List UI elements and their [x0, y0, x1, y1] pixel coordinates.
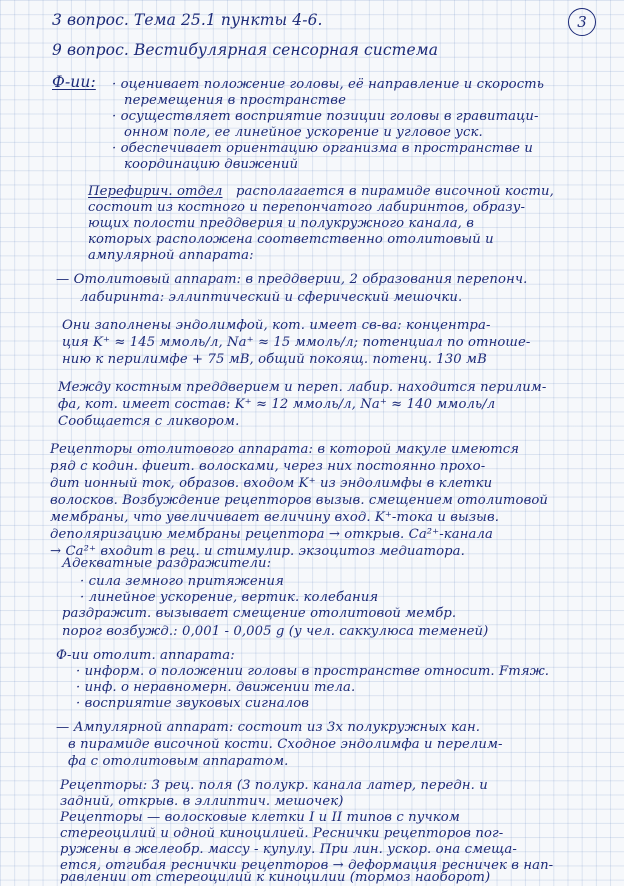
ampullar-receptors-line: стереоцилий и одной киноцилией. Реснички рецепторов пог-	[60, 826, 504, 841]
ampullar-receptors-line: Рецепторы: 3 рец. поля (3 полукр. канала латер, передн. и	[60, 778, 488, 793]
stimuli-title: Адекватные раздражители:	[62, 556, 272, 571]
page-number: 3	[568, 8, 596, 36]
otolith-line: — Отолитовый аппарат: в преддверии, 2 образования перепонч.	[56, 272, 528, 287]
ampullar-receptors-line: ружены в желеобр. массу - купулу. При лин. ускор. она смеща-	[60, 842, 517, 857]
peripheral-line: которых расположена соответственно отолитовый и	[88, 232, 494, 247]
receptors-line: деполяризацию мембраны рецептора → открыв. Ca²⁺-канала	[50, 527, 493, 542]
peripheral-label: Перефирич. отдел	[88, 184, 223, 199]
perilymph-line: фа, кот. имеет состав: K⁺ ≈ 12 ммоль/л, Na⁺ ≈ 140 ммоль/л	[58, 397, 496, 412]
functions-item: координацию движений	[124, 157, 299, 172]
functions-item: перемещения в пространстве	[124, 93, 346, 108]
endolymph-line: Они заполнены эндолимфой, кот. имеет св-ва: концентра-	[62, 318, 491, 333]
otolith-functions-item: · инф. о неравномерн. движении тела.	[76, 680, 356, 695]
receptors-line: мембраны, что увеличивает величину вход. K⁺-тока и вызыв.	[50, 510, 500, 525]
functions-item: · осуществляет восприятие позиции головы в гравитаци-	[112, 109, 539, 124]
stimuli-item: · линейное ускорение, вертик. колебания	[80, 590, 379, 605]
header-line-2: 9 вопрос. Вестибулярная сенсорная система	[52, 41, 439, 59]
functions-label: Ф-ии:	[52, 73, 96, 91]
ampullar-receptors-line: Рецепторы — волосковые клетки I и II типов с пучком	[60, 810, 460, 825]
receptors-line: дит ионный ток, образов. входом K⁺ из эндолимфы в клетки	[50, 476, 493, 491]
ampullar-receptors-line: ется, отгибая реснички рецепторов → деформация ресничек в нап-	[60, 858, 554, 873]
stimuli-line: порог возбужд.: 0,001 - 0,005 g (у чел. саккулюса теменей)	[62, 624, 489, 639]
otolith-functions-item: · информ. о положении головы в пространстве относит. Fтяж.	[76, 664, 550, 679]
endolymph-line: ция K⁺ ≈ 145 ммоль/л, Na⁺ ≈ 15 ммоль/л; потенциал по отноше-	[62, 335, 531, 350]
ampullar-line: — Ампулярной аппарат: состоит из 3х полукружных кан.	[56, 720, 481, 735]
functions-item: онном поле, ее линейное ускорение и угловое уск.	[124, 125, 483, 140]
receptors-line: Рецепторы отолитового аппарата: в которой макуле имеются	[50, 442, 520, 457]
peripheral-line: ющих полости преддверия и полукружного канала, в	[88, 216, 475, 231]
functions-item: · обеспечивает ориентацию организма в пространстве и	[112, 141, 533, 156]
perilymph-line: Между костным преддверием и переп. лабир. находится перилим-	[58, 380, 547, 395]
ampullar-receptors-line: задний, открыв. в эллиптич. мешочек)	[60, 794, 344, 809]
ampullar-line: фа с отолитовым аппаратом.	[68, 754, 289, 769]
functions-item: · оценивает положение головы, её направление и скорость	[112, 77, 545, 92]
receptors-line: ряд с кодин. фиеит. волосками, через них постоянно прохо-	[50, 459, 486, 474]
perilymph-line: Сообщается с ликвором.	[58, 414, 240, 429]
ampullar-receptors-line: равлении от стереоцилий к киноцилии (тормоз наоборот)	[60, 870, 491, 885]
peripheral-line: ампулярной аппарата:	[88, 248, 254, 263]
peripheral-line: состоит из костного и перепончатого лабиринтов, образу-	[88, 200, 526, 215]
header-line-1: 3 вопрос. Тема 25.1 пункты 4-6.	[52, 11, 323, 29]
otolith-line: лабиринта: эллиптический и сферический мешочки.	[80, 290, 463, 305]
stimuli-item: · сила земного притяжения	[80, 574, 284, 589]
otolith-functions-title: Ф-ии отолит. аппарата:	[56, 648, 235, 663]
receptors-line: → Ca²⁺ входит в рец. и стимулир. экзоцитоз медиатора.	[50, 544, 465, 559]
peripheral-line: располагается в пирамиде височной кости,	[236, 184, 554, 199]
receptors-line: волосков. Возбуждение рецепторов вызыв. смещением отолитовой	[50, 493, 548, 508]
stimuli-line: раздражит. вызывает смещение отолитовой мембр.	[62, 606, 457, 621]
ampullar-line: в пирамиде височной кости. Сходное эндолимфа и перелим-	[68, 737, 503, 752]
otolith-functions-item: · восприятие звуковых сигналов	[76, 696, 310, 711]
endolymph-line: нию к перилимфе + 75 мВ, общий покоящ. потенц. 130 мВ	[62, 352, 487, 367]
